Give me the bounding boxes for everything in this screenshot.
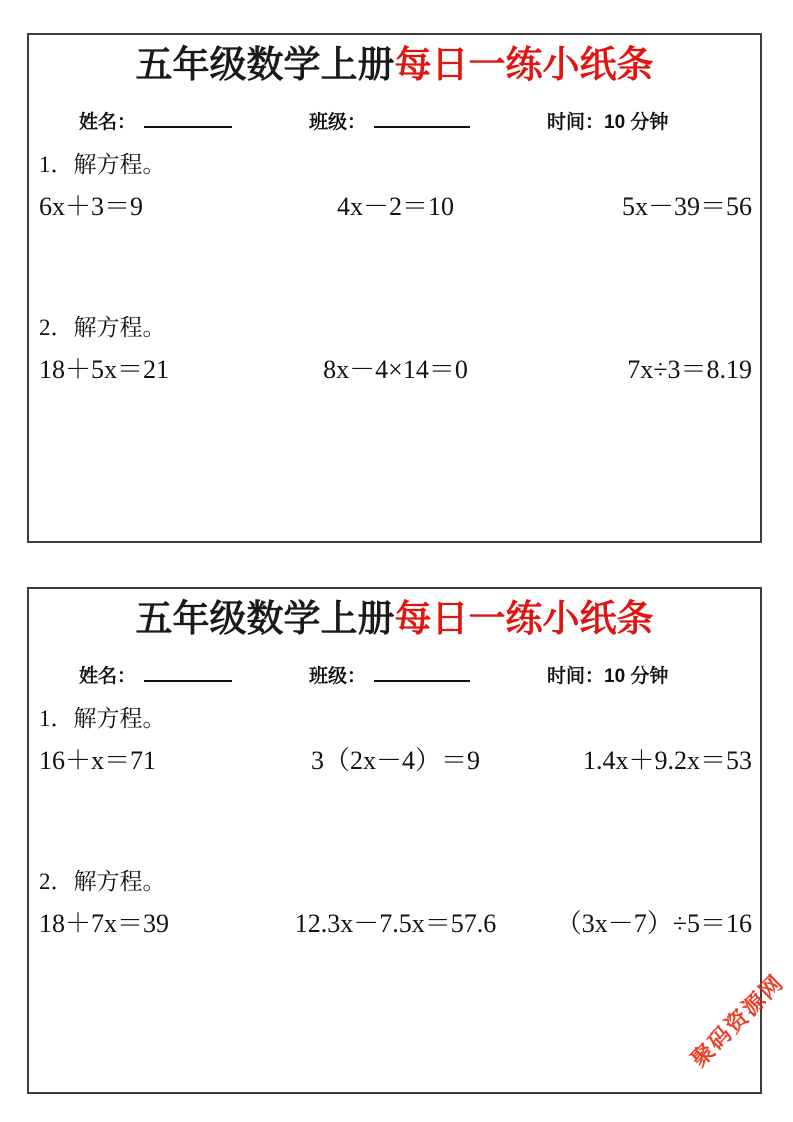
title-course-part: 五年级数学上册 <box>135 44 395 85</box>
section-1-label: 1．解方程。 <box>39 705 166 731</box>
equation: （3x－7）÷5＝16 <box>555 909 752 939</box>
meta-row <box>29 661 760 691</box>
section-2-label: 2．解方程。 <box>39 869 166 895</box>
equation: 6x＋3＝9 <box>39 191 144 221</box>
meta-row <box>29 107 760 137</box>
class-field-group <box>309 107 470 134</box>
worksheet-card-1 <box>27 33 762 543</box>
equation: 16＋x＝71 <box>39 745 157 775</box>
equation-row-1 <box>29 190 760 224</box>
equation: 4x－2＝10 <box>336 191 454 221</box>
equation-row-2 <box>29 907 760 941</box>
class-label: 班级： <box>309 665 367 687</box>
title-series-part: 每日一练小纸条 <box>394 44 654 85</box>
equation: 18＋7x＝39 <box>39 909 170 939</box>
equation: 3（2x－4）＝9 <box>310 745 480 775</box>
equation: 18＋5x＝21 <box>39 355 170 385</box>
worksheet-title <box>29 600 760 639</box>
equation: 5x－39＝56 <box>621 191 752 221</box>
equation-row-2 <box>29 353 760 387</box>
name-label: 姓名： <box>79 111 137 133</box>
name-blank-line <box>144 665 232 682</box>
title-series-part: 每日一练小纸条 <box>394 598 654 639</box>
name-field-group <box>79 107 232 134</box>
class-blank-line <box>374 665 470 682</box>
worksheet-title <box>29 46 760 85</box>
section-2-label: 2．解方程。 <box>39 315 166 341</box>
watermark-text: 聚码资源网 <box>686 969 789 1072</box>
equation: 1.4x＋9.2x＝53 <box>582 745 752 775</box>
time-label: 时间：10 分钟 <box>547 111 669 133</box>
class-field-group <box>309 661 470 688</box>
equation: 8x－4×14＝0 <box>323 355 468 385</box>
name-blank-line <box>144 111 232 128</box>
section-1-label: 1．解方程。 <box>39 151 166 177</box>
class-label: 班级： <box>309 111 367 133</box>
time-label: 时间：10 分钟 <box>547 665 669 687</box>
worksheet-card-2 <box>27 587 762 1094</box>
class-blank-line <box>374 111 470 128</box>
equation: 7x÷3＝8.19 <box>627 355 752 385</box>
equation-row-1 <box>29 744 760 778</box>
name-field-group <box>79 661 232 688</box>
title-course-part: 五年级数学上册 <box>135 598 395 639</box>
equation: 12.3x－7.5x＝57.6 <box>294 909 497 939</box>
name-label: 姓名： <box>79 665 137 687</box>
